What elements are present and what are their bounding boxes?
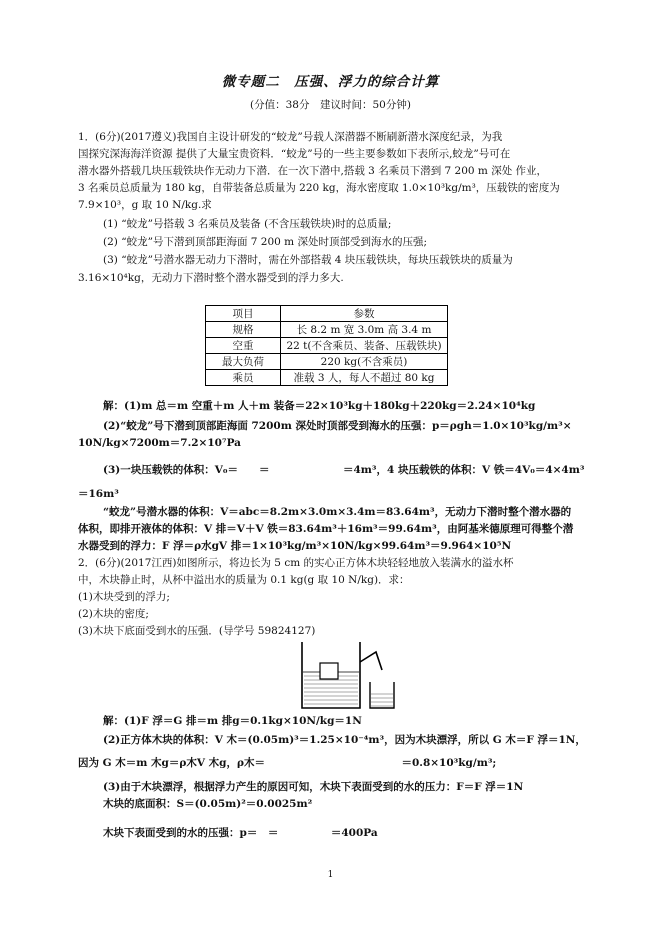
table-cell: 规格: [206, 322, 281, 338]
solution-line: 10N/kg×7200m＝7.2×10⁷Pa: [78, 437, 241, 449]
page-title: 微专题二 压强、浮力的综合计算: [221, 74, 440, 90]
table-cell: 项目: [206, 306, 281, 322]
solution-line: 解：(1)F 浮＝G 排＝m 排g＝0.1kg×10N/kg＝1N: [103, 715, 362, 727]
solution-line: (3)由于木块漂浮，根据浮力产生的原因可知，木块下表面受到的水的压力：F＝F 浮＝1N: [103, 781, 524, 793]
q2-subquestion: (2)木块的密度;: [78, 608, 149, 620]
solution-line: 体积，即排开液体的体积：V 排＝V＋V 铁＝83.64m³＋16m³＝99.64m³，由阿基米德原理可得整个潜: [78, 523, 574, 535]
table-cell: 22 t(不含乘员、装备、压载铁块): [281, 338, 448, 354]
solution-line: 解：(1)m 总＝m 空重＋m 人＋m 装备＝22×10³kg＋180kg＋220kg＝2.24×10⁴kg: [103, 400, 536, 412]
solution-line: ＝16m³: [78, 488, 119, 500]
table-row: [206, 354, 448, 370]
table-cell: 乘员: [206, 370, 281, 386]
q1-subquestion: (2) “蛟龙”号下潜到顶部距海面 7 200 m 深处时顶部受到海水的压强;: [103, 236, 428, 248]
solution-line: (2)“蛟龙”号下潜到顶部距海面 7200m 深处时顶部受到海水的压强：p＝ρgh＝1.0×10³kg/m³×: [103, 420, 572, 432]
table-cell: 220 kg(不含乘员): [281, 354, 448, 370]
parameter-table: [205, 305, 448, 386]
q2-line: 2．(6分)(2017江西)如图所示，将边长为 5 cm 的实心正方体木块轻轻地放入装满水的溢水杯: [78, 557, 514, 569]
table-cell: 准载 3 人，每人不超过 80 kg: [281, 370, 448, 386]
solution-line: 木块的底面积：S＝(0.05m)²＝0.0025m²: [103, 798, 313, 810]
solution-line: “蛟龙”号潜水器的体积：V＝abc＝8.2m×3.0m×3.4m＝83.64m³，无动力下潜时整个潜水器的: [103, 506, 572, 518]
solution-line: 水器受到的浮力：F 浮＝ρ水gV 排＝1×10³kg/m³×10N/kg×99.64m³＝9.964×10⁵N: [78, 540, 512, 552]
q1-line: 潜水器外搭载几块压载铁块作无动力下潜．在一次下潜中,搭载 3 名乘员下潜到 7 200 m 深处 作业，: [78, 165, 548, 177]
table-header-row: [206, 306, 448, 322]
table-row: [206, 322, 448, 338]
solution-line: (3)一块压载铁的体积：V₀＝ ＝ ＝4m³，4 块压载铁的体积：V 铁＝4V₀＝4×4m³: [103, 464, 585, 476]
solution-line: (2)正方体木块的体积：V 木＝(0.05m)³＝1.25×10⁻⁴m³，因为木块漂浮，所以 G 木＝F 浮＝1N，: [103, 734, 586, 746]
table-cell: 最大负荷: [206, 354, 281, 370]
q1-subquestion: (3) “蛟龙”号潜水器无动力下潜时，需在外部搭载 4 块压载铁块，每块压载铁块的质量为: [103, 254, 513, 266]
table-row: [206, 370, 448, 386]
q1-line: 3 名乘员总质量为 180 kg，自带装备总质量为 220 kg，海水密度取 1.0×10³kg/m³，压载铁的密度为: [78, 182, 560, 194]
q2-line: 中，木块静止时，从杯中溢出水的质量为 0.1 kg(g 取 10 N/kg)．求：: [78, 574, 410, 586]
solution-line: 木块下表面受到的水的压强：p＝ ＝ ＝400Pa: [103, 827, 378, 839]
q1-line: 7.9×10³，g 取 10 N/kg.求: [78, 199, 212, 211]
q1-line: 国探究深海海洋资源 提供了大量宝贵资料．“蛟龙”号的一些主要参数如下表所示,蛟龙”号可在: [78, 148, 511, 160]
table-row: [206, 338, 448, 354]
table-cell: 空重: [206, 338, 281, 354]
table-cell: 参数: [281, 306, 448, 322]
page-number: 1: [327, 870, 334, 880]
q1-subquestion: (1) “蛟龙”号搭载 3 名乘员及装备 (不含压载铁块)时的总质量;: [103, 218, 392, 230]
q1-line: 1．(6分)(2017遵义)我国自主设计研发的“蛟龙”号载人深潜器不断刷新潜水深度纪录，为我: [78, 131, 503, 143]
q2-subquestion: (1)木块受到的浮力;: [78, 591, 170, 603]
page-subtitle: (分值：38分 建议时间：50分钟): [250, 99, 411, 111]
q1-subquestion-cont: 3.16×10⁴kg，无动力下潜时整个潜水器受到的浮力多大.: [78, 272, 344, 284]
q2-subquestion: (3)木块下底面受到水的压强．(导学号 59824127): [78, 625, 316, 637]
overflow-cup-figure: [298, 640, 400, 710]
solution-line: 因为 G 木＝m 木g＝ρ木V 木g，ρ木＝ ＝0.8×10³kg/m³;: [78, 757, 497, 769]
table-cell: 长 8.2 m 宽 3.0m 高 3.4 m: [281, 322, 448, 338]
